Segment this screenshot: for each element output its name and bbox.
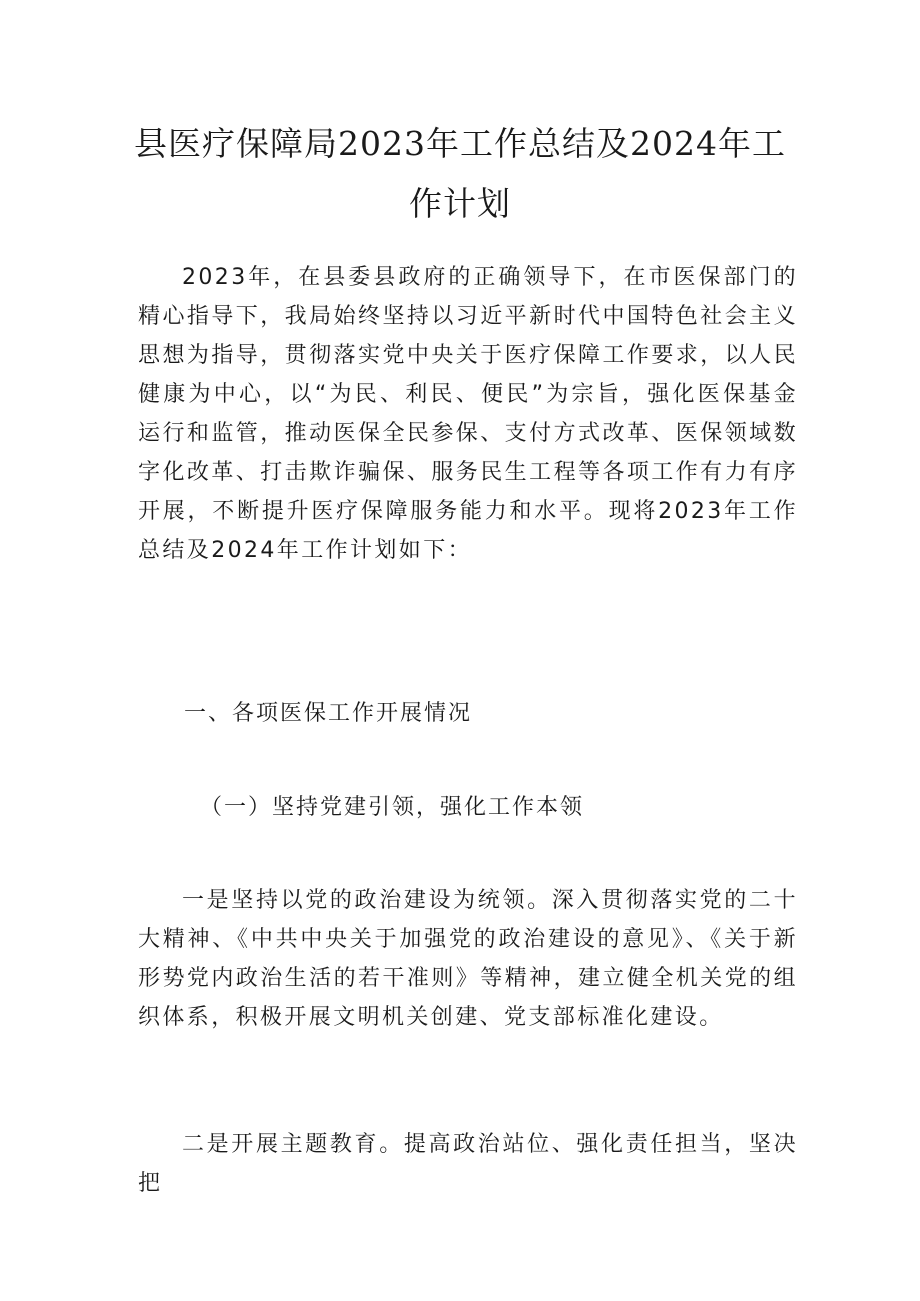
document-title: [130, 114, 790, 234]
section-heading: 一、各项医保工作开展情况: [184, 701, 473, 726]
intro-paragraph: 2023年，在县委县政府的正确领导下，在市医保部门的精心指导下，我局始终坚持以习近平新时代中国特色社会主义思想为指导，贯彻落实党中央关于医疗保障工作要求，以人民健康为中心，以“为民、利民、便民”为宗旨，强化医保基金运行和监管，推动医保全民参保、支付方式改革、医保领域数字化改革、打击欺诈骗保、服务民生工程等各项工作有力有序开展，不断提升医疗保障服务能力和水平。现将2023年工作总结及2024年工作计划如下：: [138, 265, 798, 563]
title-line-1: 县医疗保障局2023年工作总结及2024年工: [134, 124, 786, 163]
paragraph-one: 一是坚持以党的政治建设为统领。深入贯彻落实党的二十大精神、《中共中央关于加强党的政治建设的意见》、《关于新形势党内政治生活的若干准则》等精神，建立健全机关党的组织体系，积极开展文明机关创建、党支部标准化建设。: [138, 888, 798, 1030]
subsection-heading: （一）坚持党建引领，强化工作本领: [200, 795, 585, 820]
title-line-2: 作计划: [409, 184, 511, 223]
paragraph-two: 二是开展主题教育。提高政治站位、强化责任担当，坚决把: [138, 1132, 798, 1196]
